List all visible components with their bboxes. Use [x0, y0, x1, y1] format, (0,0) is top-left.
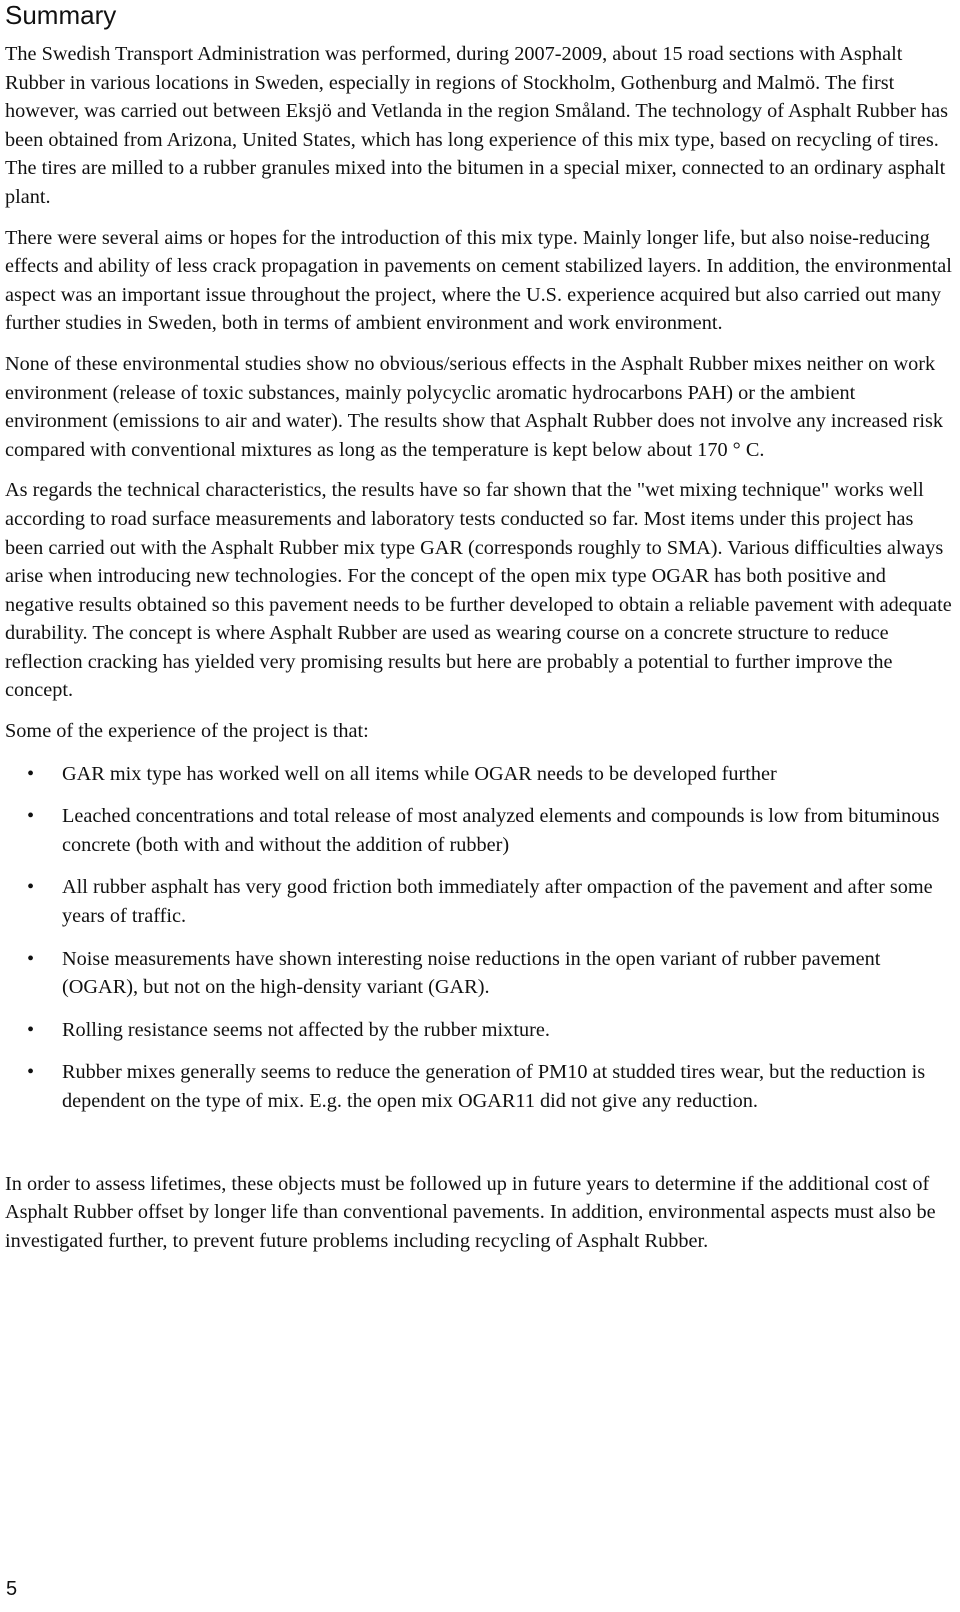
list-item-text: Rolling resistance seems not affected by the rubber mixture. [62, 1018, 550, 1041]
paragraph-list-intro: Some of the experience of the project is that: [5, 720, 369, 743]
list-item-text: All rubber asphalt has very good friction both immediately after ompaction of the pavement and after some years of traffic. [62, 876, 933, 928]
experience-list [5, 760, 955, 1116]
section-heading: Summary [5, 0, 117, 30]
bullet-icon: • [27, 805, 35, 828]
bullet-icon: • [27, 947, 35, 970]
page-number: 5 [6, 1578, 18, 1600]
list-item [5, 1058, 955, 1115]
list-item-text: GAR mix type has worked well on all items while OGAR needs to be developed further [62, 762, 777, 785]
paragraph-aims: There were several aims or hopes for the introduction of this mix type. Mainly longer life, but also noise-reducing effects and ability of less crack propagation in pavements on cement stabilized layers. In addition, the environmental aspect was an important issue throughout the project, where the U.S. experience acquired but also carried out many further studies in Sweden, both in terms of ambient environment and work environment. [5, 226, 952, 335]
list-item-text: Noise measurements have shown interesting noise reductions in the open variant of rubber pavement (OGAR), but not on the high-density variant (GAR). [62, 947, 881, 999]
paragraph-technical: As regards the technical characteristics, the results have so far shown that the "wet mixing technique" works well according to road surface measurements and laboratory tests conducted so far. Most items under this project has been carried out with the Asphalt Rubber mix type GAR (corresponds roughly to SMA). Various difficulties always arise when introducing new technologies. For the concept of the open mix type OGAR has both positive and negative results obtained so this pavement needs to be further developed to obtain a reliable pavement with adequate durability. The concept is where Asphalt Rubber are used as wearing course on a concrete structure to reduce reflection cracking has yielded very promising results but here are probably a potential to further improve the concept. [5, 479, 952, 702]
bullet-icon: • [27, 876, 35, 899]
paragraph-closing: In order to assess lifetimes, these objects must be followed up in future years to determine if the additional cost of Asphalt Rubber offset by longer life than conventional pavements. In addition, environmental aspects must also be investigated further, to prevent future problems including recycling of Asphalt Rubber. [5, 1172, 936, 1252]
section-spacer [5, 1130, 955, 1170]
bullet-icon: • [27, 1061, 35, 1084]
list-item [5, 802, 955, 859]
list-item [5, 760, 955, 789]
list-item [5, 873, 955, 930]
bullet-icon: • [27, 762, 35, 785]
list-item-text: Rubber mixes generally seems to reduce the generation of PM10 at studded tires wear, but the reduction is dependent on the type of mix. E.g. the open mix OGAR11 did not give any reduction. [62, 1061, 926, 1112]
list-item [5, 945, 955, 1002]
bullet-icon: • [27, 1018, 35, 1041]
document-page [5, 0, 955, 1267]
list-item-text: Leached concentrations and total release of most analyzed elements and compounds is low from bituminous concrete (both with and without the addition of rubber) [62, 805, 940, 856]
paragraph-intro: The Swedish Transport Administration was performed, during 2007-2009, about 15 road sections with Asphalt Rubber in various locations in Sweden, especially in regions of Stockholm, Gothenburg and Malmö. The first however, was carried out between Eksjö and Vetlanda in the region Småland. The technology of Asphalt Rubber has been obtained from Arizona, United States, which has long experience of this mix type, based on recycling of tires. The tires are milled to a rubber granules mixed into the bitumen in a special mixer, connected to an ordinary asphalt plant. [5, 43, 948, 208]
paragraph-environment: None of these environmental studies show no obvious/serious effects in the Asphalt Rubber mixes neither on work environment (release of toxic substances, mainly polycyclic aromatic hydrocarbons PAH) or the ambient environment (emissions to air and water). The results show that Asphalt Rubber does not involve any increased risk compared with conventional mixtures as long as the temperature is kept below about 170 ° C. [5, 352, 943, 461]
list-item [5, 1016, 955, 1045]
